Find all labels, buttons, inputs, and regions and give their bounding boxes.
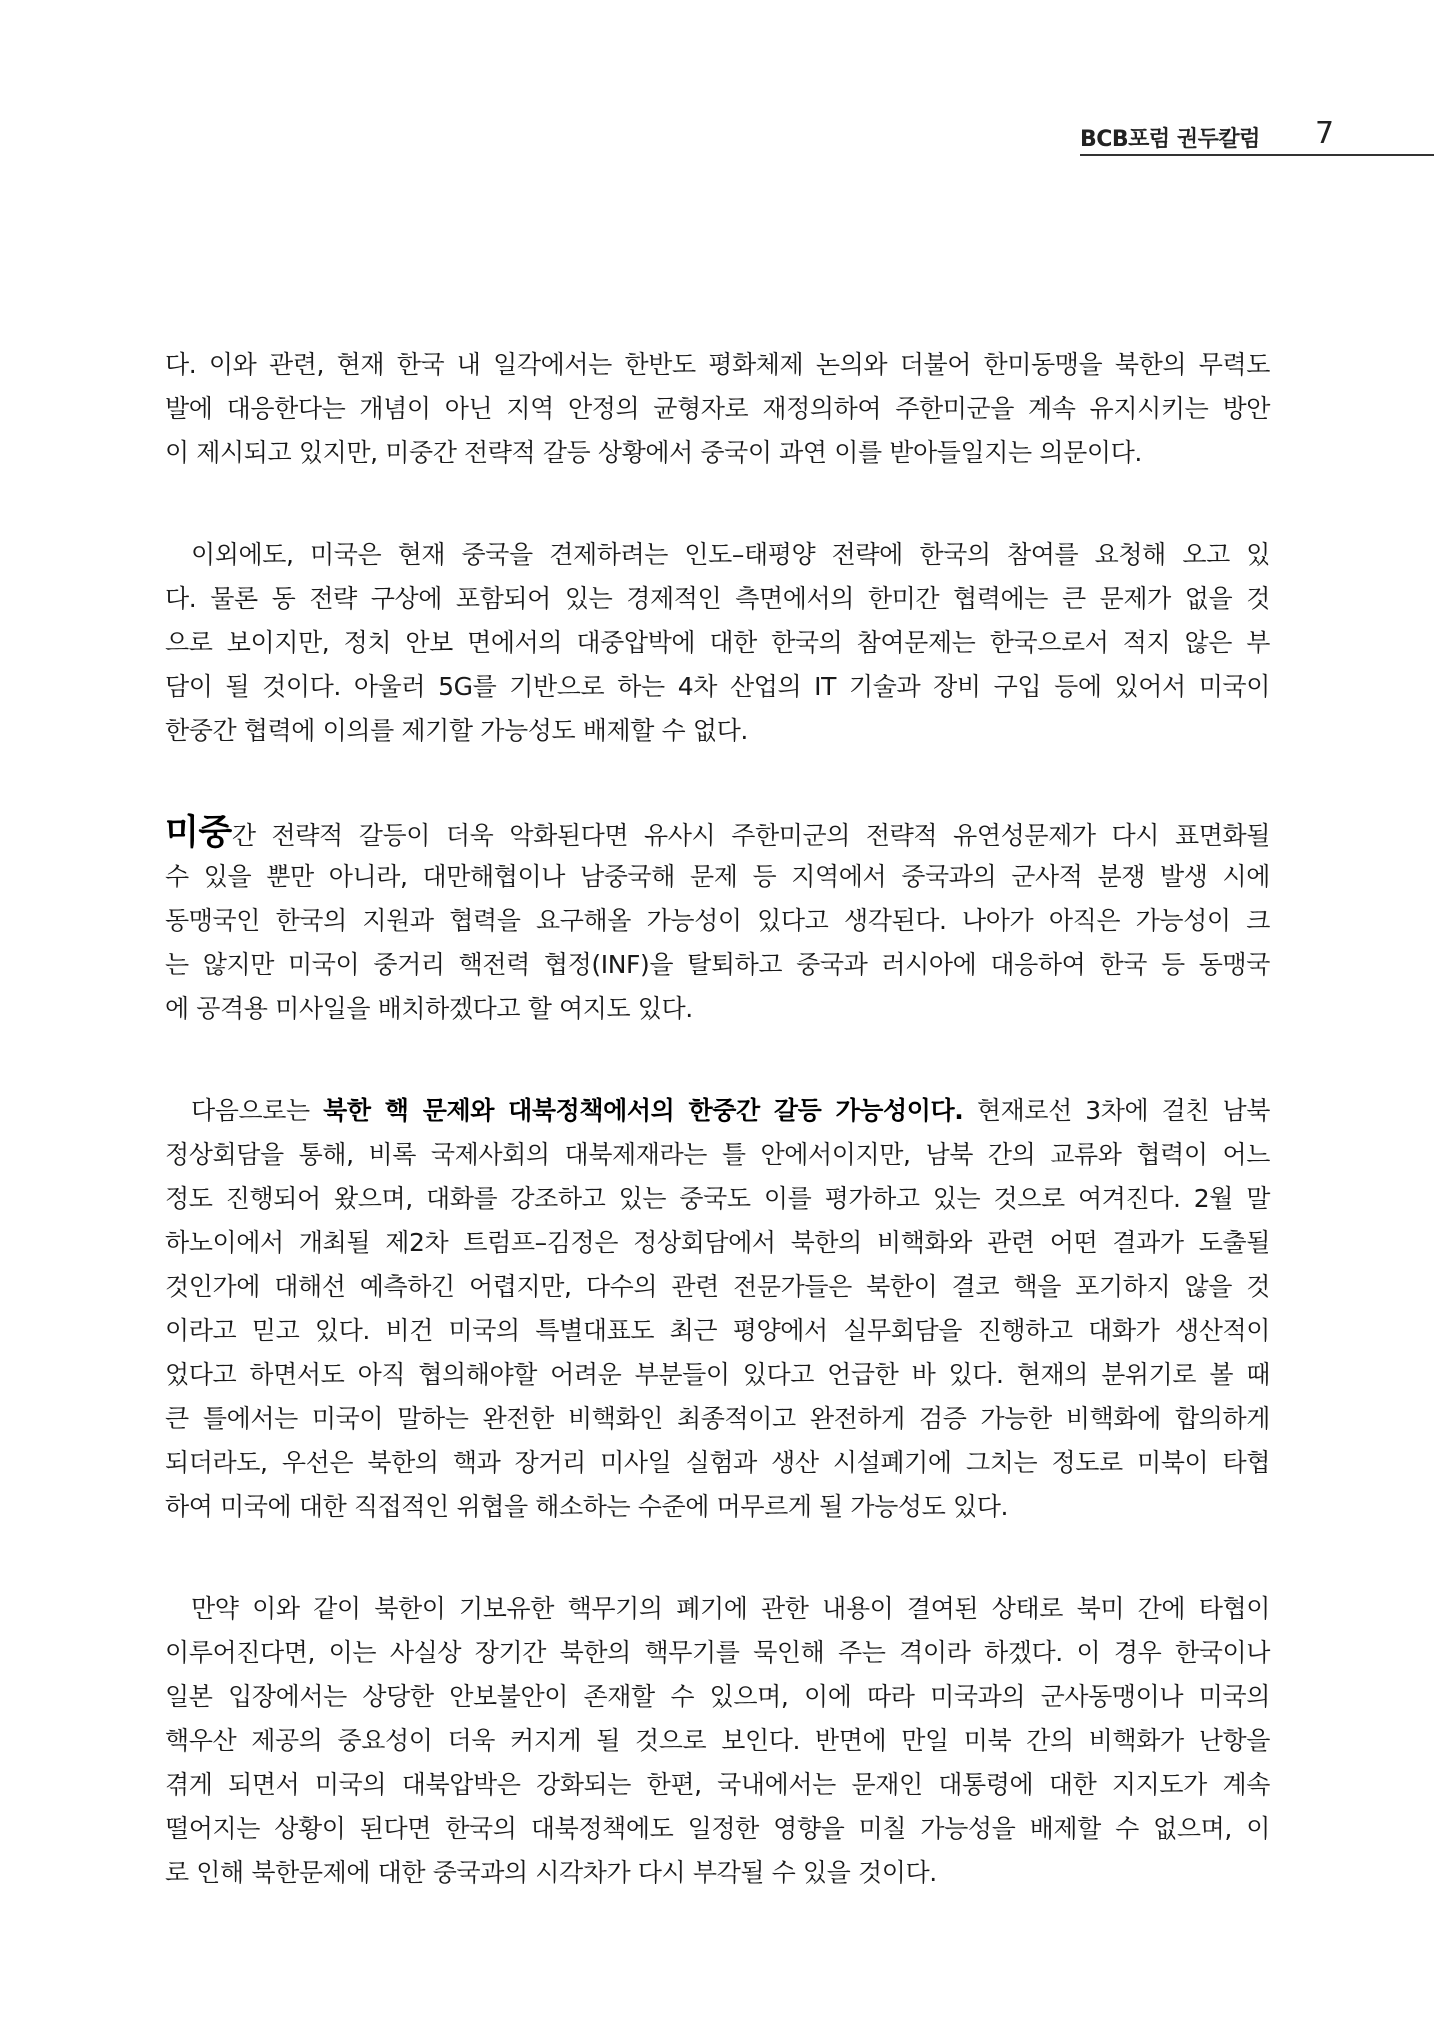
page-number: 7 [1315,116,1335,151]
text-line: 떨어지는 상황이 된다면 한국의 대북정책에도 일정한 영향을 미칠 가능성을 배제할 수 없으며, 이 [165,1814,1270,1843]
text-line: 다음으로는 북한 핵 문제와 대북정책에서의 한중간 갈등 가능성이다. 현재로선 3차에 걸친 남북 [191,1096,1271,1125]
text-line: 하여 미국에 대한 직접적인 위협을 해소하는 수준에 머무르게 될 가능성도 있다. [165,1492,1009,1521]
text-line: 는 않지만 미국이 중거리 핵전력 협정(INF)을 탈퇴하고 중국과 러시아에 대응하여 한국 등 동맹국 [165,950,1270,979]
text-line: 이외에도, 미국은 현재 중국을 견제하려는 인도–태평양 전략에 한국의 참여를 요청해 오고 있 [191,540,1270,569]
text-line: 겪게 되면서 미국의 대북압박은 강화되는 한편, 국내에서는 문재인 대통령에 대한 지지도가 계속 [165,1770,1270,1799]
text-line: 이루어진다면, 이는 사실상 장기간 북한의 핵무기를 묵인해 주는 격이라 하겠다. 이 경우 한국이나 [165,1638,1270,1667]
text-line: 이라고 믿고 있다. 비건 미국의 특별대표도 최근 평양에서 실무회담을 진행하고 대화가 생산적이 [165,1316,1270,1345]
header-rule [1080,154,1434,156]
paragraph [165,533,1270,753]
text-line: 동맹국인 한국의 지원과 협력을 요구해올 가능성이 있다고 생각된다. 나아가 아직은 가능성이 크 [165,906,1270,935]
text-line: 에 공격용 미사일을 배치하겠다고 할 여지도 있다. [165,994,693,1023]
text-line: 큰 틀에서는 미국이 말하는 완전한 비핵화인 최종적이고 완전하게 검증 가능한 비핵화에 합의하게 [165,1404,1270,1433]
text-line: 수 있을 뿐만 아니라, 대만해협이나 남중국해 문제 등 지역에서 중국과의 군사적 분쟁 발생 시에 [165,862,1270,891]
text-line: 것인가에 대해선 예측하긴 어렵지만, 다수의 관련 전문가들은 북한이 결코 핵을 포기하지 않을 것 [165,1272,1270,1301]
header-title: BCB포럼 권두칼럼 [1080,127,1260,152]
paragraph [165,1089,1270,1529]
text-line: 었다고 하면서도 아직 협의해야할 어려운 부분들이 있다고 언급한 바 있다. 현재의 분위기로 볼 때 [165,1360,1270,1389]
text-line: 로 인해 북한문제에 대한 중국과의 시각차가 다시 부각될 수 있을 것이다. [165,1858,937,1887]
text-line: 미중간 전략적 갈등이 더욱 악화된다면 유사시 주한미군의 전략적 유연성문제가 다시 표면화될 [165,813,1270,853]
lead-in-word: 미중 [165,813,232,853]
text-line: 정상회담을 통해, 비록 국제사회의 대북제재라는 틀 안에서이지만, 남북 간의 교류와 협력이 어느 [165,1140,1270,1169]
text-line: 만약 이와 같이 북한이 기보유한 핵무기의 폐기에 관한 내용이 결여된 상태로 북미 간에 타협이 [191,1594,1270,1623]
text-line: 되더라도, 우선은 북한의 핵과 장거리 미사일 실험과 생산 시설폐기에 그치는 정도로 미북이 타협 [165,1448,1270,1477]
emphasized-text: 북한 핵 문제와 대북정책에서의 한중간 갈등 가능성이다. [323,1096,964,1125]
text-line: 이 제시되고 있지만, 미중간 전략적 갈등 상황에서 중국이 과연 이를 받아들일지는 의문이다. [165,438,1142,467]
text-line: 발에 대응한다는 개념이 아닌 지역 안정의 균형자로 재정의하여 주한미군을 계속 유지시키는 방안 [165,394,1270,423]
text-line: 정도 진행되어 왔으며, 대화를 강조하고 있는 중국도 이를 평가하고 있는 것으로 여겨진다. 2월 말 [165,1184,1270,1213]
text-line: 다. 물론 동 전략 구상에 포함되어 있는 경제적인 측면에서의 한미간 협력에는 큰 문제가 없을 것 [165,584,1270,613]
text-line: 으로 보이지만, 정치 안보 면에서의 대중압박에 대한 한국의 참여문제는 한국으로서 적지 않은 부 [165,628,1270,657]
text-line: 일본 입장에서는 상당한 안보불안이 존재할 수 있으며, 이에 따라 미국과의 군사동맹이나 미국의 [165,1682,1270,1711]
text-line: 핵우산 제공의 중요성이 더욱 커지게 될 것으로 보인다. 반면에 만일 미북 간의 비핵화가 난항을 [165,1726,1270,1755]
text-line: 담이 될 것이다. 아울러 5G를 기반으로 하는 4차 산업의 IT 기술과 장비 구입 등에 있어서 미국이 [165,672,1270,701]
paragraph [165,1587,1270,1895]
text-line: 한중간 협력에 이의를 제기할 가능성도 배제할 수 없다. [165,716,748,745]
running-header [1080,116,1434,156]
article-body [165,343,1270,1895]
paragraph [165,811,1270,1031]
paragraph [165,343,1270,475]
text-line: 다. 이와 관련, 현재 한국 내 일각에서는 한반도 평화체제 논의와 더불어 한미동맹을 북한의 무력도 [165,350,1270,379]
text-line: 하노이에서 개최될 제2차 트럼프–김정은 정상회담에서 북한의 비핵화와 관련 어떤 결과가 도출될 [165,1228,1270,1257]
